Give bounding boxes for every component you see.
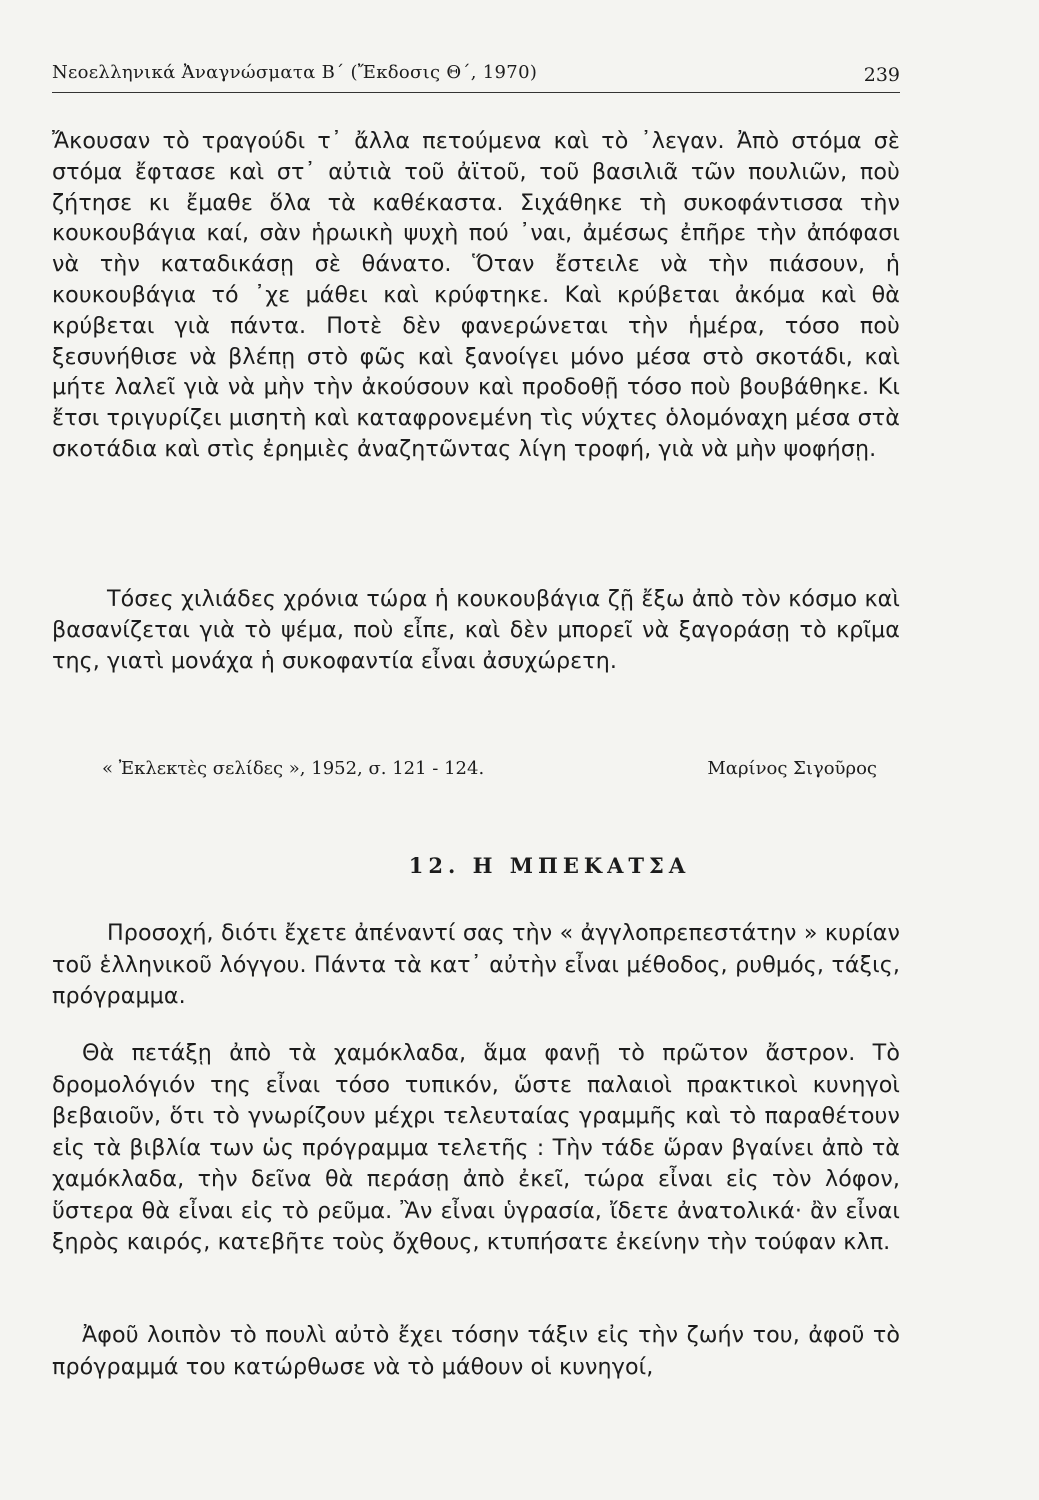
running-header — [52, 62, 900, 93]
header-title: Νεοελληνικά Ἀναγνώσματα Β΄ (Ἔκδοσις Θ΄, 1970) — [52, 62, 538, 83]
paragraph-woodcock-intro: Προσοχή, διότι ἔχετε ἀπέναντί σας τὴν « ἀγγλοπρεπεστάτην » κυρίαν τοῦ ἑλληνικοῦ λόγγου. Πάντα τὰ κατ᾽ αὐτὴν εἶναι μέθοδος, ρυθμός, τάξις, πρόγραμμα. — [52, 920, 900, 1009]
paragraph-woodcock-routine: Θὰ πετάξῃ ἀπὸ τὰ χαμόκλαδα, ἅμα φανῇ τὸ πρῶτον ἄστρον. Τὸ δρομολόγιόν της εἶναι τόσο τυπικόν, ὥστε παλαιοὶ πρακτικοὶ κυνηγοὶ βεβαιοῦν, ὅτι τὸ γνωρίζουν μέχρι τελευταίας γραμμῆς καὶ τὸ παραθέτουν εἰς τὰ βιβλία των ὡς πρόγραμμα τελετῆς : Τὴν τάδε ὥραν βγαίνει ἀπὸ τὰ χαμόκλαδα, τὴν δεῖνα θὰ περάσῃ ἀπὸ ἐκεῖ, τώρα εἶναι εἰς τὸν λόφον, ὕστερα θὰ εἶναι εἰς τὸ ρεῦμα. Ἂν εἶναι ὑγρασία, ἴδετε ἀνατολικά· ἂν εἶναι ξηρὸς καιρός, κατεβῆτε τοὺς ὄχθους, κτυπήσατε ἐκείνην τὴν τούφαν κλπ. — [52, 1040, 900, 1255]
paragraph-owl-fate: Ἄκουσαν τὸ τραγούδι τ᾽ ἄλλα πετούμενα καὶ τὸ ᾽λεγαν. Ἀπὸ στόμα σὲ στόμα ἔφτασε καὶ στ᾽ αὐτιὰ τοῦ ἀϊτοῦ, τοῦ βασιλιᾶ τῶν πουλιῶν, ποὺ ζήτησε κι ἔμαθε ὅλα τὰ καθέκαστα. Σιχάθηκε τὴ συκοφάντισσα τὴν κουκουβάγια καί, σὰν ἡρωικὴ ψυχὴ πού ᾽ναι, ἀμέσως ἐπῆρε τὴν ἀπόφασι νὰ τὴν καταδικάσῃ σὲ θάνατο. Ὅταν ἔστειλε νὰ τὴν πιάσουν, ἡ κουκουβάγια τό ᾽χε μάθει καὶ κρύφτηκε. Καὶ κρύβεται ἀκόμα καὶ θὰ κρύβεται γιὰ πάντα. Ποτὲ δὲν φανερώνεται τὴν ἡμέρα, τόσο ποὺ ξεσυνήθισε νὰ βλέπῃ στὸ φῶς καὶ ξανοίγει μόνο μέσα στὸ σκοτάδι, καὶ μήτε λαλεῖ γιὰ νὰ μὴν τὴν ἀκούσουν καὶ προδοθῇ τόσο ποὺ βουβάθηκε. Κι ἔτσι τριγυρίζει μισητὴ καὶ καταφρονεμένη τὶς νύχτες ὁλομόναχη μέσα στὰ σκοτάδια καὶ στὶς ἐρημιὲς ἀναζητῶντας λίγη τροφή, γιὰ νὰ μὴν ψοφήσῃ. — [52, 128, 900, 462]
section-title: 12. Η ΜΠΕΚΑΤΣΑ — [408, 853, 691, 878]
citation-author: Μαρίνος Σιγοῦρος — [707, 758, 877, 779]
page-number: 239 — [863, 64, 900, 86]
paragraph-owl-conclusion: Τόσες χιλιάδες χρόνια τώρα ἡ κουκουβάγια ζῇ ἔξω ἀπὸ τὸν κόσμο καὶ βασανίζεται γιὰ τὸ ψέμα, ποὺ εἶπε, καὶ δὲν μπορεῖ νὰ ξαγοράσῃ τὸ κρῖμα της, γιατὶ μονάχα ἡ συκοφαντία εἶναι ἀσυχώρετη. — [52, 586, 900, 674]
paragraph-woodcock-continued: Ἀφοῦ λοιπὸν τὸ πουλὶ αὐτὸ ἔχει τόσην τάξιν εἰς τὴν ζωήν του, ἀφοῦ τὸ πρόγραμμά του κατώρθωσε νὰ τὸ μάθουν οἱ κυνηγοί, — [52, 1322, 900, 1380]
citation-source: « Ἐκλεκτὲς σελίδες », 1952, σ. 121 - 124. — [102, 758, 485, 779]
